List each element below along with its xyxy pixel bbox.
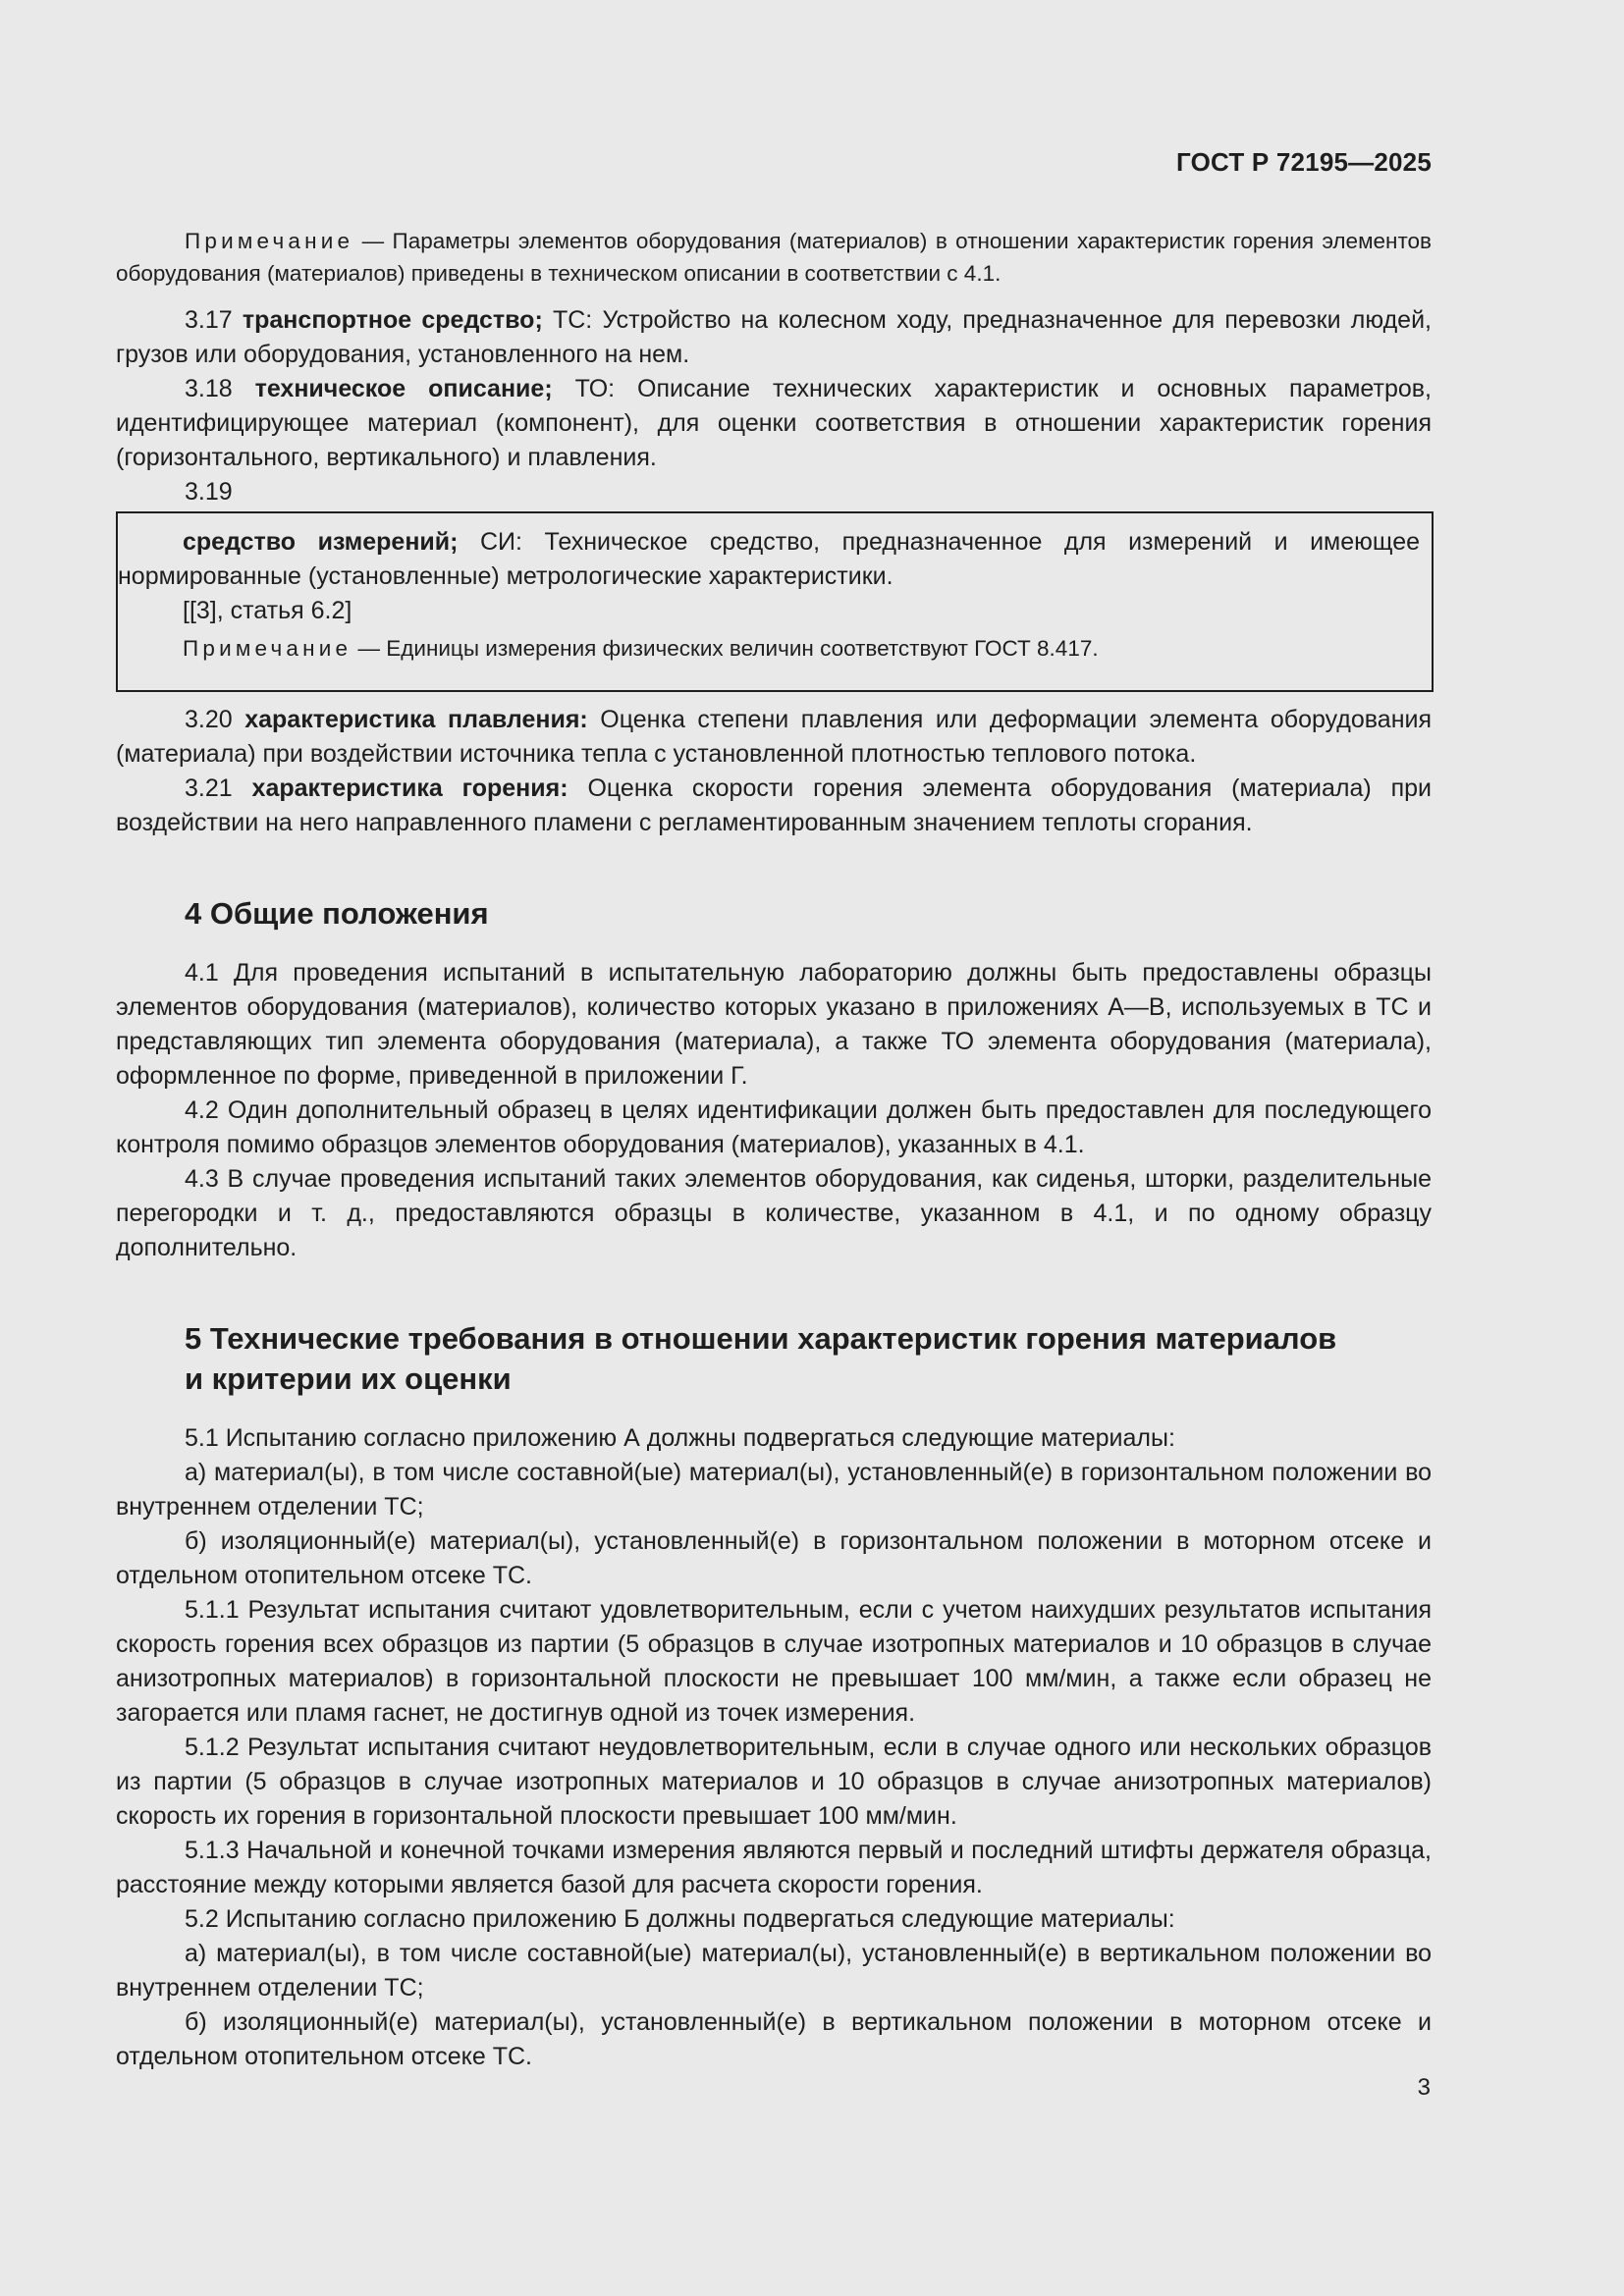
clause-4-3: 4.3 В случае проведения испытаний таких элементов оборудования, как сиденья, шторки, разделительные перегородки и т. д., предоставляются образцы в количестве, указанном в 4.1, и по одному образцу дополнительно. [116, 1165, 1432, 1261]
section-5-heading-line-1: 5 Технические требования в отношении характеристик горения материалов [185, 1321, 1337, 1356]
clause-3-18 [116, 372, 1432, 475]
page-number: 3 [1417, 2074, 1431, 2101]
clause-5-2-a: а) материал(ы), в том числе составной(ые) материал(ы), установленный(е) в вертикальном положении во внутреннем отделении ТС; [116, 1940, 1432, 2002]
term: средство измерений; [183, 528, 459, 556]
clause-number: 3.21 [185, 774, 252, 802]
clause-number: 3.17 [185, 306, 243, 334]
definition: Оценка скорости горения элемента оборудования (материала) при воздействии на него направленного пламени с регламентированным значением теплоты сгорания. [116, 774, 1432, 836]
standard-code: ГОСТ Р 72195—2025 [1176, 147, 1432, 177]
clause-3-17 [116, 303, 1432, 372]
definition: СИ: Техническое средство, предназначенное для измерений и имеющее нормированные (установленные) метрологические характеристики. [118, 528, 1420, 590]
clause-5-2: 5.2 Испытанию согласно приложению Б должны подвергаться следующие материалы: [185, 1905, 1175, 1933]
box-definition [118, 525, 1420, 594]
clause-number: 3.18 [185, 375, 255, 402]
box-reference: [[3], статья 6.2] [183, 597, 352, 624]
clause-3-19-number: 3.19 [185, 478, 233, 506]
clause-4-2: 4.2 Один дополнительный образец в целях идентификации должен быть предоставлен для последующего контроля помимо образцов элементов оборудования (материалов), указанных в 4.1. [116, 1096, 1432, 1158]
definition: Оценка степени плавления или деформации элемента оборудования (материала) при воздействии источника тепла с установленной плотностью теплового потока. [116, 706, 1433, 768]
clause-5-1: 5.1 Испытанию согласно приложению А должны подвергаться следующие материалы: [185, 1424, 1175, 1452]
note-label: Примечание [183, 636, 352, 661]
section-5-heading [116, 1318, 1336, 1399]
clause-3-21 [116, 772, 1432, 840]
note-text: — Единицы измерения физических величин соответствуют ГОСТ 8.417. [352, 636, 1099, 661]
definition: ТО: Описание технических характеристик и основных параметров, идентифицирующее материал (компонент), для оценки соответствия в отношении характеристик горения (горизонтального, вертикального) и плавления. [116, 375, 1432, 471]
section-5-heading-line-2: и критерии их оценки [185, 1362, 512, 1396]
box-note [118, 632, 1420, 665]
term: транспортное средство; [242, 306, 543, 334]
note-label: Примечание [185, 229, 354, 253]
clause-5-1-b: б) изоляционный(е) материал(ы), установленный(е) в горизонтальном положении в моторном отсеке и отдельном отопительном отсеке ТС. [116, 1527, 1432, 1589]
section-4-heading: 4 Общие положения [185, 896, 489, 931]
clause-5-1-a: а) материал(ы), в том числе составной(ые) материал(ы), установленный(е) в горизонтальном положении во внутреннем отделении ТС; [116, 1459, 1432, 1521]
clause-number: 3.20 [185, 706, 245, 733]
term: характеристика горения: [251, 774, 568, 802]
term: характеристика плавления: [244, 706, 588, 733]
term: техническое описание; [254, 375, 553, 402]
clause-5-2-b: б) изоляционный(е) материал(ы), установленный(е) в вертикальном положении в моторном отсеке и отдельном отопительном отсеке ТС. [116, 2008, 1432, 2070]
clause-4-1: 4.1 Для проведения испытаний в испытательную лабораторию должны быть предоставлены образцы элементов оборудования (материалов), количество которых указано в приложениях А—В, используемых в ТС и представляющих тип элемента оборудования (материала), а также ТО элемента оборудования (материала), оформленное по форме, приведенной в приложении Г. [116, 959, 1432, 1090]
clause-3-20 [116, 703, 1432, 772]
clause-5-1-3: 5.1.3 Начальной и конечной точками измерения являются первый и последний штифты держателя образца, расстояние между которыми является базой для расчета скорости горения. [116, 1837, 1432, 1898]
note-1 [116, 225, 1432, 290]
definition: ТС: Устройство на колесном ходу, предназначенное для перевозки людей, грузов или оборудования, установленного на нем. [116, 306, 1432, 368]
note-text: — Параметры элементов оборудования (материалов) в отношении характеристик горения элементов оборудования (материалов) приведены в техническом описании в соответствии с 4.1. [116, 229, 1432, 286]
clause-5-1-1: 5.1.1 Результат испытания считают удовлетворительным, если с учетом наихудших результатов испытания скорость горения всех образцов из партии (5 образцов в случае изотропных материалов и 10 образцов в случае анизотропных материалов) в горизонтальной плоскости не превышает 100 мм/мин, а также если образец не загорается или пламя гаснет, не достигнув одной из точек измерения. [116, 1596, 1432, 1727]
clause-5-1-2: 5.1.2 Результат испытания считают неудовлетворительным, если в случае одного или нескольких образцов из партии (5 образцов в случае изотропных материалов и 10 образцов в случае анизотропных материалов) скорость их горения в горизонтальной плоскости превышает 100 мм/мин. [116, 1734, 1432, 1830]
quoted-definition-box [116, 511, 1434, 692]
